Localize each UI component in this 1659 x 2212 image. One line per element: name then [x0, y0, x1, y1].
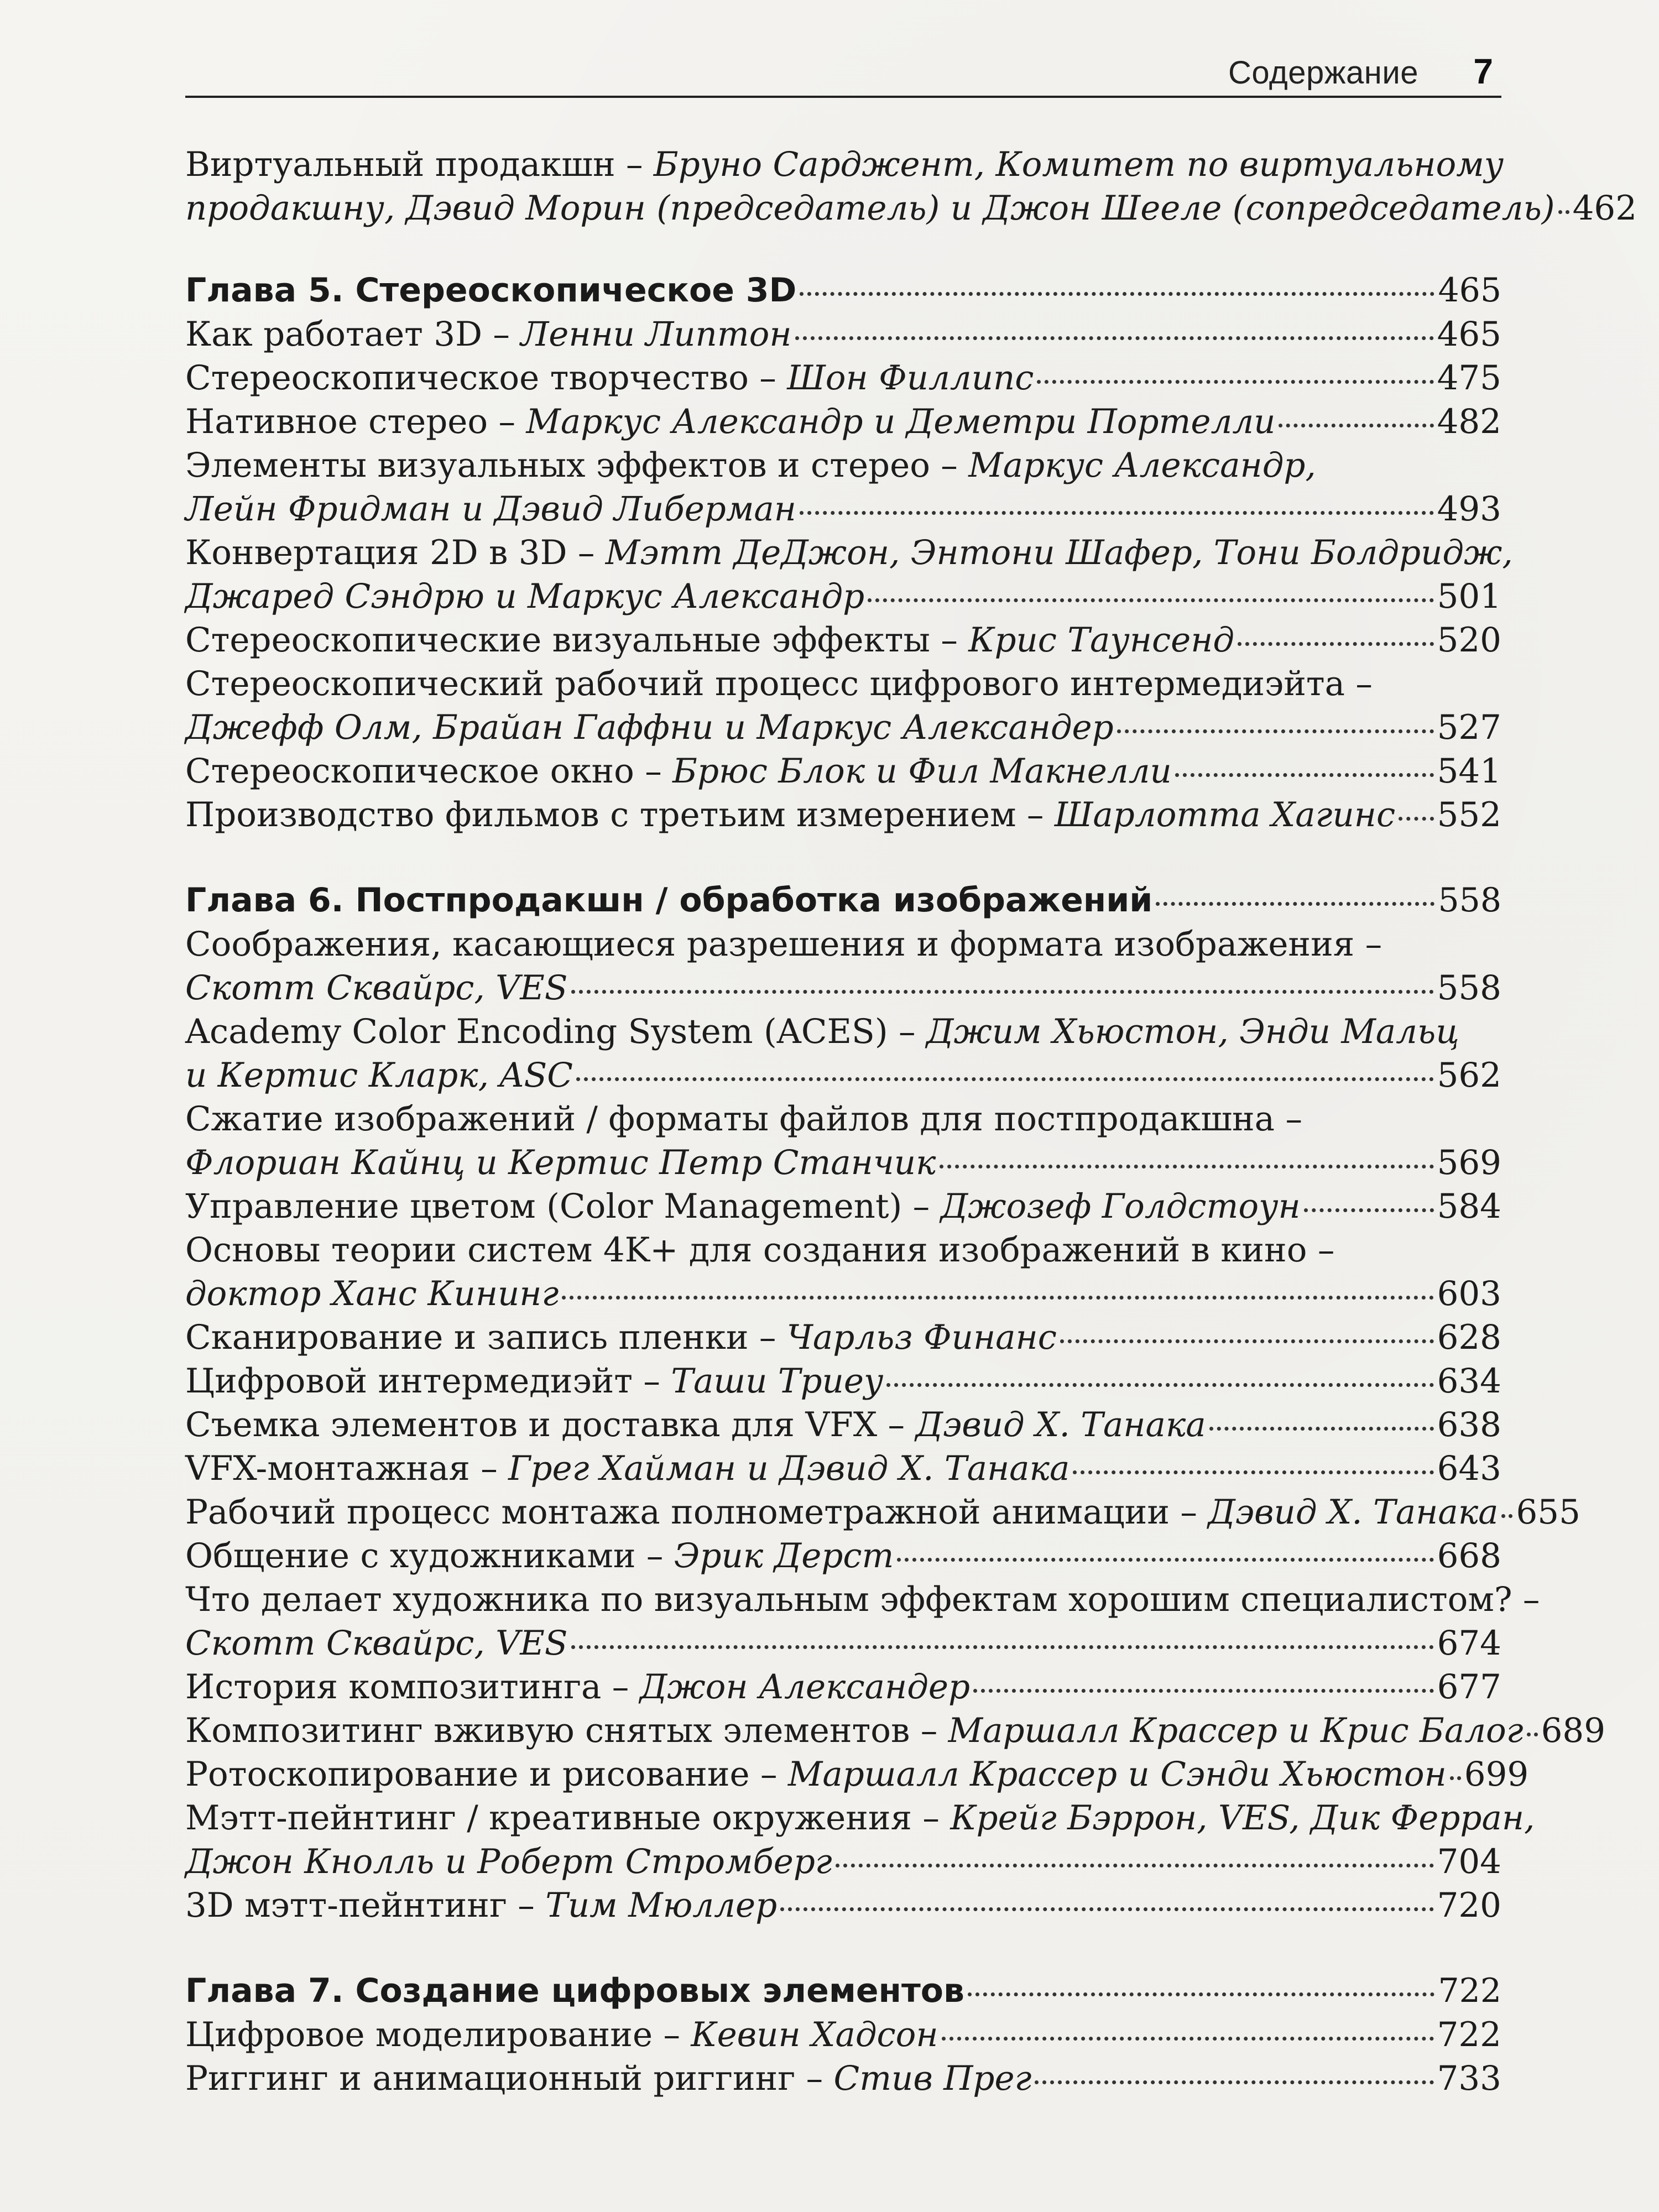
- entry-page: 552: [1437, 795, 1501, 834]
- entry-page: 634: [1437, 1361, 1501, 1401]
- entry-page: 465: [1437, 315, 1501, 354]
- entry-title: Стереоскопические визуальные эффекты –: [185, 620, 969, 660]
- entry-title: Стереоскопическое творчество –: [185, 358, 787, 398]
- chapter-title: Глава 6. Постпродакшн / обработка изображений: [185, 881, 1153, 920]
- entry-text: [185, 922, 1382, 966]
- entry-page: 674: [1437, 1624, 1501, 1663]
- entry-title: Что делает художника по визуальным эффектам хорошим специалистом? –: [185, 1580, 1540, 1619]
- toc-entry: [185, 1403, 1501, 1447]
- toc-entry-line: [185, 618, 1501, 662]
- toc-entry: [185, 1752, 1529, 1796]
- toc-entry-line: [185, 1796, 1535, 1840]
- entry-author: Тим Мюллер: [545, 1886, 778, 1925]
- toc-entry: [185, 1447, 1501, 1490]
- entry-text: [185, 1141, 936, 1185]
- entry-author: Ленни Липтон: [520, 315, 792, 354]
- toc-entry-line: [185, 1840, 1501, 1884]
- entry-author: доктор Ханс Кининг: [185, 1274, 559, 1313]
- entry-page: 584: [1437, 1187, 1501, 1226]
- entry-text: [185, 1097, 1302, 1141]
- toc-entry: [185, 143, 1637, 230]
- entry-author: Маркус Александр и Деметри Портелли: [526, 402, 1276, 441]
- entry-page: 668: [1437, 1536, 1501, 1575]
- dot-leader: [571, 990, 1434, 994]
- dot-leader: [1060, 1339, 1434, 1343]
- toc-entry: [185, 1796, 1535, 1884]
- toc-entry: [185, 793, 1501, 837]
- toc-entry-line: [185, 1490, 1580, 1534]
- entry-author: Джефф Олм, Брайан Гаффни и Маркус Александер: [185, 708, 1114, 747]
- entry-author: продакшну, Дэвид Морин (председатель) и Джон Шееле (сопредседатель): [185, 189, 1555, 228]
- entry-text: [185, 1490, 1498, 1534]
- toc-entry: [185, 1709, 1606, 1752]
- entry-text: [185, 186, 1555, 230]
- toc-entry: [185, 2057, 1501, 2100]
- entry-text: [185, 1752, 1447, 1796]
- entry-text: [185, 400, 1275, 444]
- entry-author: Скотт Сквайрс, VES: [185, 1624, 568, 1663]
- entry-page: 562: [1437, 1056, 1501, 1095]
- entry-text: [185, 1185, 1301, 1228]
- entry-text: [185, 618, 1234, 662]
- entry-text: [185, 2013, 938, 2057]
- toc-entry: [185, 662, 1501, 749]
- dot-leader: [897, 1558, 1433, 1562]
- toc-entry-line: [185, 2013, 1501, 2057]
- entry-author: Лейн Фридман и Дэвид Либерман: [185, 489, 796, 529]
- entry-title: Рабочий процесс монтажа полнометражной анимации –: [185, 1493, 1208, 1532]
- entry-author: Маркус Александр,: [968, 446, 1316, 485]
- toc-entry-line: [185, 1884, 1501, 1927]
- dot-leader: [1450, 1776, 1461, 1780]
- dot-leader: [886, 1383, 1433, 1387]
- chapter-heading: [185, 879, 1501, 922]
- entry-title: Нативное стерео –: [185, 402, 526, 441]
- header-page-number: 7: [1473, 51, 1493, 91]
- toc-entry: [185, 356, 1501, 400]
- toc-entry: [185, 1316, 1501, 1359]
- entry-text: [185, 1053, 573, 1097]
- toc-entry: [185, 1884, 1501, 1927]
- entry-author: Джон Александер: [639, 1667, 970, 1707]
- entry-author: Дэвид Х. Танака: [1208, 1493, 1499, 1532]
- toc-entry-line: [185, 531, 1513, 575]
- toc-entry-line: [185, 1752, 1529, 1796]
- entry-page: 462: [1572, 189, 1637, 228]
- entry-title: Сжатие изображений / форматы файлов для постпродакшна –: [185, 1099, 1302, 1139]
- entry-page: 677: [1437, 1667, 1501, 1707]
- dot-leader: [1073, 1470, 1433, 1474]
- entry-text: [185, 1359, 883, 1403]
- entry-text: [185, 1272, 559, 1316]
- entry-author: Таши Триеу: [671, 1361, 884, 1401]
- entry-text: [185, 2057, 1031, 2100]
- chapter-page: 465: [1438, 271, 1501, 310]
- toc-entry: [185, 531, 1513, 618]
- entry-page: 689: [1541, 1711, 1606, 1750]
- toc-entry-line: [185, 1359, 1501, 1403]
- toc-entry-line: [185, 356, 1501, 400]
- entry-text: [185, 662, 1373, 706]
- entry-title: Управление цветом (Color Management) –: [185, 1187, 941, 1226]
- dot-leader: [968, 1992, 1434, 1996]
- entry-author: Брюс Блок и Фил Макнелли: [672, 752, 1172, 791]
- entry-author: Джон Кнолль и Роберт Стромберг: [185, 1842, 832, 1881]
- toc-entry-line: [185, 1010, 1501, 1053]
- toc-entry: [185, 1359, 1501, 1403]
- entry-page: 643: [1437, 1449, 1501, 1488]
- entry-title: Сканирование и запись пленки –: [185, 1318, 787, 1357]
- entry-text: [185, 1403, 1206, 1447]
- entry-text: [185, 1316, 1057, 1359]
- toc-entry-line: [185, 487, 1501, 531]
- entry-page: 704: [1437, 1842, 1501, 1881]
- chapter-heading: [185, 269, 1501, 312]
- dot-leader: [800, 511, 1434, 515]
- entry-text: [185, 1840, 832, 1884]
- dot-leader: [1037, 380, 1433, 384]
- entry-text: [185, 1709, 1524, 1752]
- toc-entry-line: [185, 1272, 1501, 1316]
- dot-leader: [780, 1907, 1433, 1911]
- entry-text: [185, 531, 1513, 575]
- entry-author: Флориан Кайнц и Кертис Петр Станчик: [185, 1143, 936, 1182]
- entry-text: [185, 1447, 1070, 1490]
- entry-title: Основы теории систем 4K+ для создания изображений в кино –: [185, 1230, 1335, 1270]
- dot-leader: [940, 1165, 1434, 1168]
- entry-text: [185, 143, 1504, 186]
- entry-text: [185, 1665, 970, 1709]
- entry-title: Мэтт-пейнтинг / креативные окружения –: [185, 1798, 951, 1838]
- entry-title: Композитинг вживую снятых элементов –: [185, 1711, 948, 1750]
- toc-entry-line: [185, 1534, 1501, 1578]
- dot-leader: [868, 598, 1433, 602]
- dot-leader: [942, 2037, 1434, 2041]
- entry-author: Чарльз Финанс: [786, 1318, 1057, 1357]
- entry-author: Джозеф Голдстоун: [940, 1187, 1301, 1226]
- chapter-page: 558: [1438, 881, 1501, 920]
- toc-entry-line: [185, 1578, 1540, 1621]
- dot-leader: [795, 336, 1434, 340]
- entry-text: [185, 1578, 1540, 1621]
- entry-text: [185, 1884, 777, 1927]
- toc-entry: [185, 2013, 1501, 2057]
- entry-title: История композитинга –: [185, 1667, 640, 1707]
- entry-page: 558: [1437, 968, 1501, 1008]
- entry-text: [185, 312, 792, 356]
- entry-text: [185, 444, 1316, 487]
- chapter-title: Глава 5. Стереоскопическое 3D: [185, 271, 797, 310]
- entry-page: 638: [1437, 1405, 1501, 1444]
- toc-entry: [185, 1490, 1580, 1534]
- entry-text: [185, 966, 568, 1010]
- dot-leader: [576, 1077, 1434, 1081]
- toc-entry-line: [185, 1097, 1501, 1141]
- entry-title: Общение с художниками –: [185, 1536, 674, 1575]
- entry-title: Academy Color Encoding System (ACES) –: [185, 1012, 926, 1051]
- toc-entry-line: [185, 400, 1501, 444]
- entry-text: [185, 487, 796, 531]
- entry-page: 720: [1437, 1886, 1501, 1925]
- toc-entry-line: [185, 749, 1501, 793]
- toc-entry-line: [185, 1053, 1501, 1097]
- dot-leader: [1501, 1514, 1512, 1518]
- toc-entry-line: [185, 444, 1501, 487]
- entry-author: Мэтт ДеДжон, Энтони Шафер, Тони Болдридж,: [605, 533, 1513, 572]
- toc-entry-line: [185, 1141, 1501, 1185]
- toc-entry-line: [185, 2057, 1501, 2100]
- toc-entry-line: [185, 143, 1504, 186]
- dot-leader: [800, 292, 1434, 296]
- dot-leader: [571, 1645, 1434, 1649]
- toc-entry-line: [185, 1447, 1501, 1490]
- entry-text: [185, 1621, 568, 1665]
- header-title: Содержание: [1228, 55, 1418, 91]
- entry-title: Как работает 3D –: [185, 315, 521, 354]
- entry-author: Эрик Дерст: [674, 1536, 894, 1575]
- entry-page: 655: [1516, 1493, 1580, 1532]
- toc-entry-line: [185, 575, 1501, 618]
- toc-entry-line: [185, 1403, 1501, 1447]
- dot-leader: [836, 1864, 1434, 1867]
- toc-entry: [185, 1185, 1501, 1228]
- entry-page: 527: [1437, 708, 1501, 747]
- entry-title: Виртуальный продакшн –: [185, 145, 654, 184]
- entry-text: [185, 575, 864, 618]
- entry-author: Скотт Сквайрс, VES: [185, 968, 568, 1008]
- entry-title: Стереоскопический рабочий процесс цифрового интермедиэйта –: [185, 664, 1373, 703]
- toc-entry: [185, 1578, 1540, 1665]
- toc-entry-line: [185, 186, 1637, 230]
- entry-title: VFX-монтажная –: [185, 1449, 509, 1488]
- toc-entry-line: [185, 1709, 1606, 1752]
- dot-leader: [1238, 642, 1434, 646]
- entry-author: и Кертис Кларк, ASC: [185, 1056, 573, 1095]
- entry-author: Крис Таунсенд: [968, 620, 1235, 660]
- entry-page: 569: [1437, 1143, 1501, 1182]
- toc-entry-line: [185, 662, 1501, 706]
- entry-page: 733: [1437, 2059, 1501, 2098]
- entry-title: Соображения, касающиеся разрешения и формата изображения –: [185, 925, 1383, 964]
- running-header: [185, 43, 1501, 98]
- dot-leader: [1527, 1733, 1538, 1736]
- entry-title: Съемка элементов и доставка для VFX –: [185, 1405, 916, 1444]
- dot-leader: [1156, 902, 1434, 906]
- toc-entry: [185, 312, 1501, 356]
- entry-title: Стереоскопическое окно –: [185, 752, 673, 791]
- dot-leader: [1035, 2080, 1433, 2084]
- toc-entry: [185, 444, 1501, 531]
- dot-leader: [1399, 817, 1433, 821]
- entry-page: 628: [1437, 1318, 1501, 1357]
- entry-text: [185, 1228, 1334, 1272]
- entry-text: [185, 793, 1395, 837]
- toc-entry: [185, 1097, 1501, 1185]
- toc-entry-line: [185, 1621, 1501, 1665]
- toc-entry-line: [185, 793, 1501, 837]
- chapter-title: Глава 7. Создание цифровых элементов: [185, 1971, 964, 2010]
- chapter-page: 722: [1438, 1971, 1501, 2010]
- entry-page: 541: [1437, 752, 1501, 791]
- entry-page: 493: [1437, 489, 1501, 529]
- entry-title: Цифровое моделирование –: [185, 2015, 691, 2054]
- entry-page: 722: [1437, 2015, 1501, 2054]
- dot-leader: [1279, 424, 1433, 427]
- dot-leader: [562, 1296, 1433, 1300]
- entry-text: [185, 1796, 1535, 1840]
- entry-page: 603: [1437, 1274, 1501, 1313]
- entry-page: 699: [1464, 1755, 1529, 1794]
- entry-author: Шон Филлипс: [787, 358, 1034, 398]
- toc-entry-line: [185, 1185, 1501, 1228]
- dot-leader: [1304, 1208, 1434, 1212]
- entry-author: Дэвид Х. Танака: [915, 1405, 1206, 1444]
- entry-author: Маршалл Крассер и Сэнди Хьюстон: [787, 1755, 1447, 1794]
- entry-author: Стив Прег: [833, 2059, 1032, 2098]
- toc-entry: [185, 1010, 1501, 1097]
- entry-page: 475: [1437, 358, 1501, 398]
- entry-title: Цифровой интермедиэйт –: [185, 1361, 671, 1401]
- entry-text: [185, 1010, 1459, 1053]
- toc-entry: [185, 1665, 1501, 1709]
- entry-text: [185, 706, 1114, 749]
- entry-author: Джаред Сэндрю и Маркус Александр: [185, 577, 865, 616]
- entry-title: Риггинг и анимационный риггинг –: [185, 2059, 834, 2098]
- chapter-heading: [185, 1969, 1501, 2013]
- toc-entry-line: [185, 922, 1501, 966]
- toc-entry: [185, 1228, 1501, 1316]
- toc-entry: [185, 922, 1501, 1010]
- toc-entry-line: [185, 1316, 1501, 1359]
- entry-text: [185, 1534, 894, 1578]
- toc-entry: [185, 749, 1501, 793]
- entry-title: Производство фильмов с третьим измерением –: [185, 795, 1055, 834]
- entry-page: 520: [1437, 620, 1501, 660]
- entry-page: 482: [1437, 402, 1501, 441]
- entry-author: Грег Хайман и Дэвид Х. Танака: [508, 1449, 1070, 1488]
- dot-leader: [1175, 773, 1434, 777]
- toc-entry: [185, 618, 1501, 662]
- entry-author: Джим Хьюстон, Энди Мальц: [926, 1012, 1459, 1051]
- entry-author: Кевин Хадсон: [691, 2015, 938, 2054]
- toc-entry-line: [185, 1228, 1501, 1272]
- toc-entry-line: [185, 1665, 1501, 1709]
- dot-leader: [973, 1689, 1434, 1693]
- entry-page: 501: [1437, 577, 1501, 616]
- toc-entry: [185, 400, 1501, 444]
- entry-author: Бруно Сарджент, Комитет по виртуальному: [653, 145, 1504, 184]
- entry-author: Маршалл Крассер и Крис Балог: [948, 1711, 1524, 1750]
- dot-leader: [1558, 210, 1569, 214]
- entry-title: Элементы визуальных эффектов и стерео –: [185, 446, 969, 485]
- entry-title: Конвертация 2D в 3D –: [185, 533, 606, 572]
- dot-leader: [1209, 1427, 1434, 1431]
- toc-entry-line: [185, 706, 1501, 749]
- entry-text: [185, 356, 1034, 400]
- entry-title: 3D мэтт-пейнтинг –: [185, 1886, 546, 1925]
- entry-author: Крейг Бэррон, VES, Дик Ферран,: [950, 1798, 1535, 1838]
- entry-title: Ротоскопирование и рисование –: [185, 1755, 788, 1794]
- dot-leader: [1117, 729, 1434, 733]
- toc-entry-line: [185, 966, 1501, 1010]
- entry-author: Шарлотта Хагинс: [1054, 795, 1396, 834]
- toc-entry: [185, 1534, 1501, 1578]
- entry-text: [185, 749, 1172, 793]
- toc-entry-line: [185, 312, 1501, 356]
- table-of-contents: [185, 143, 1637, 2100]
